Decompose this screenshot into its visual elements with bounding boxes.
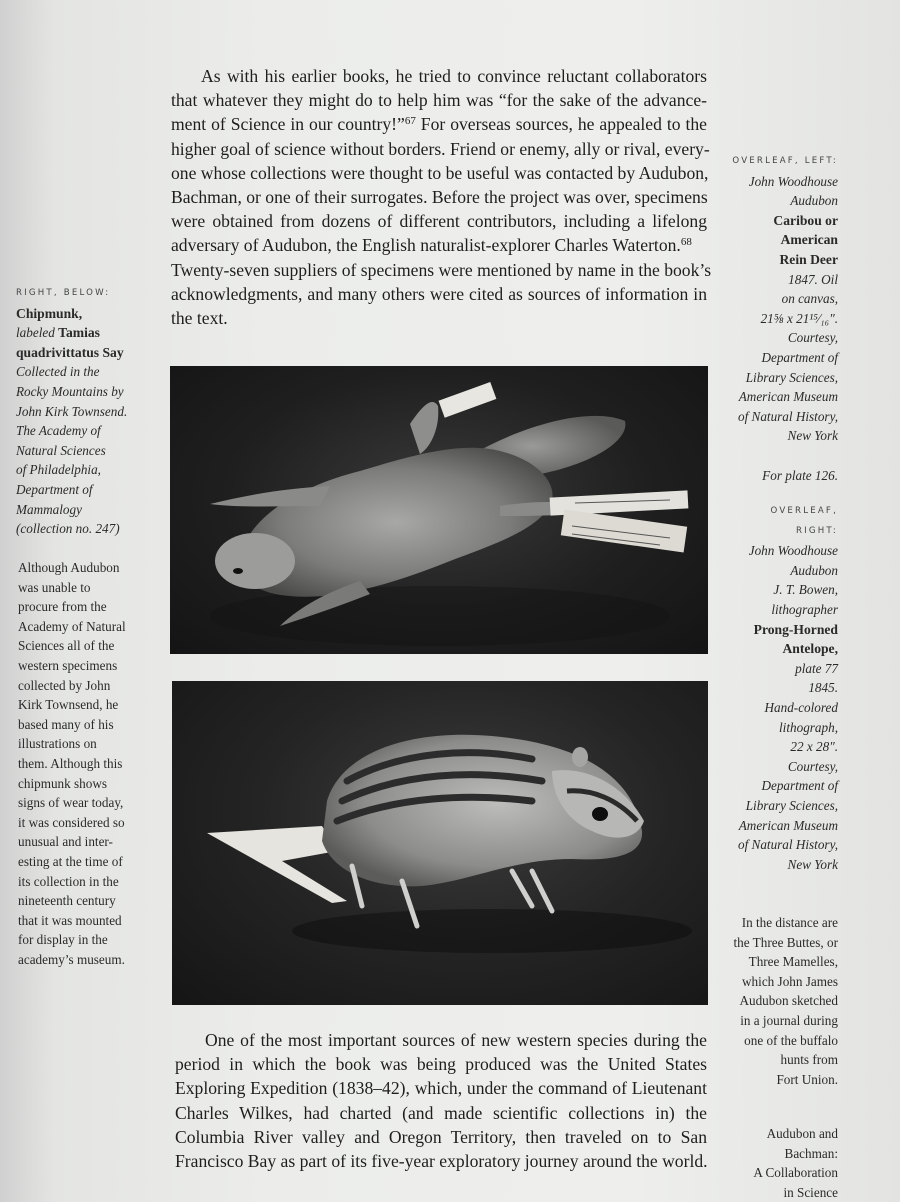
- caption-plate-ref: For plate 126.: [762, 467, 838, 483]
- caption-title: Caribou or: [773, 212, 838, 228]
- body-line: higher goal of science without borders. Friend or enemy, ally or rival, every-: [171, 138, 710, 159]
- body-line: As with his earlier books, he tried to convince reluctant collaborators: [201, 66, 707, 86]
- caption-line: (collection no. 247): [16, 521, 120, 537]
- caption-note-line: Sciences all of the: [18, 638, 115, 654]
- caption-line: Rocky Mountains by: [16, 383, 124, 399]
- caption-spacer: [688, 446, 838, 466]
- caption-detail: American Museum: [738, 389, 838, 405]
- caption-title: Prong-Horned: [753, 621, 838, 637]
- caption-detail: Department of: [761, 349, 838, 365]
- body-line: Columbia River valley and Oregon Territory, then traveled on to San: [175, 1126, 707, 1147]
- caption-title: Chipmunk,: [16, 305, 83, 321]
- left-caption-note: [18, 558, 158, 969]
- caption-line: The Academy of: [16, 423, 101, 439]
- chipmunk-specimen-photo: [172, 681, 708, 1005]
- distance-note: [688, 913, 838, 1089]
- caption-line: Mammalogy: [16, 501, 82, 517]
- caption-label: RIGHT, BELOW:: [16, 288, 111, 298]
- caption-label: RIGHT:: [795, 525, 838, 536]
- caption-detail: on canvas,: [781, 291, 838, 307]
- caption-note-line: signs of wear today,: [18, 795, 124, 811]
- squirrel-specimen-photo: [170, 366, 708, 654]
- caption-detail: Courtesy,: [787, 330, 838, 346]
- body-line: One of the most important sources of new western species during the: [205, 1030, 707, 1050]
- running-title: [688, 1124, 838, 1202]
- distance-note-line: which John James: [742, 973, 838, 989]
- running-title-line: Audubon and: [766, 1126, 838, 1141]
- overleaf-left-caption: [688, 152, 838, 485]
- caption-label: OVERLEAF,: [770, 506, 838, 516]
- squirrel-specimen-illustration: [170, 366, 708, 654]
- caption-labeled-name: Tamias: [58, 325, 100, 341]
- body-line: one whose collections were thought to be useful was contacted by Audubon,: [171, 162, 709, 183]
- body-line: Bachman, or one of their surrogates. Before the project was over, specimens: [171, 187, 708, 208]
- caption-description: [16, 362, 156, 538]
- caption-detail: Department of: [761, 778, 838, 794]
- caption-detail: Hand-colored: [764, 699, 838, 715]
- caption-artist: John Woodhouse: [748, 173, 838, 189]
- caption-line: Natural Sciences: [16, 442, 106, 458]
- caption-detail: of Natural History,: [737, 408, 838, 424]
- caption-note-line: was unable to: [18, 579, 91, 595]
- body-line: Exploring Expedition (1838–42), which, under the command of Lieutenant: [175, 1078, 707, 1099]
- caption-artist: J. T. Bowen,: [773, 582, 838, 598]
- main-paragraph-2: [175, 1028, 707, 1173]
- caption-note-line: procure from the: [18, 599, 107, 615]
- main-paragraph-1: [171, 64, 712, 330]
- caption-detail: 21⅝ x 21¹⁵⁄₁₆″.: [760, 310, 838, 326]
- caption-line: John Kirk Townsend.: [16, 403, 128, 419]
- caption-note-line: Although Audubon: [18, 560, 120, 575]
- caption-note-line: it was considered so: [18, 814, 125, 830]
- distance-note-line: Audubon sketched: [739, 993, 838, 1009]
- caption-detail: Library Sciences,: [745, 797, 838, 813]
- caption-line: Department of: [16, 481, 93, 497]
- caption-note-line: based many of his: [18, 716, 114, 732]
- caption-species: quadrivittatus Say: [16, 344, 124, 360]
- caption-note-line: that it was mounted: [18, 912, 122, 928]
- caption-artist: Audubon: [790, 562, 838, 578]
- caption-labeled-word: labeled: [16, 325, 55, 341]
- caption-detail: lithograph,: [779, 719, 838, 735]
- distance-note-line: In the distance are: [741, 915, 838, 930]
- caption-detail: 22 x 28″.: [790, 739, 838, 755]
- caption-detail: New York: [787, 428, 838, 444]
- caption-note-line: western specimens: [18, 657, 118, 673]
- left-caption: [16, 284, 156, 539]
- body-line: period in which the book was being produced was the United States: [175, 1054, 707, 1075]
- footnote-ref: 67: [404, 115, 416, 128]
- caption-artist: John Woodhouse: [748, 543, 838, 559]
- caption-artist: lithographer: [771, 601, 838, 617]
- body-line: were obtained from dozens of different contributors, including a lifelong: [171, 211, 707, 232]
- caption-note-line: collected by John: [18, 677, 111, 693]
- running-title-line: in Science: [783, 1184, 838, 1200]
- body-line: adversary of Audubon, the English naturalist-explorer Charles Waterton.$^{68}$: [171, 235, 692, 256]
- caption-line: Collected in the: [16, 364, 100, 380]
- caption-note-line: Kirk Townsend, he: [18, 697, 119, 713]
- caption-detail: 1845.: [808, 680, 838, 696]
- caption-note-line: nineteenth century: [18, 893, 116, 909]
- body-line: the text.: [171, 308, 228, 329]
- caption-detail: plate 77: [795, 660, 838, 676]
- caption-detail: of Natural History,: [737, 837, 838, 853]
- footnote-ref: 68: [680, 236, 692, 249]
- body-line: acknowledgments, and many others were cited as sources of information in: [171, 283, 707, 304]
- distance-note-line: hunts from: [780, 1052, 838, 1068]
- caption-detail: New York: [787, 856, 838, 872]
- body-line: Francisco Bay as part of its five-year exploratory journey around the world.: [175, 1151, 708, 1172]
- caption-note-line: its collection in the: [18, 873, 119, 889]
- distance-note-line: Three Mamelles,: [748, 954, 838, 970]
- caption-note-line: esting at the time of: [18, 853, 123, 869]
- running-title-line: A Collaboration: [753, 1165, 838, 1181]
- caption-note-line: academy’s museum.: [18, 951, 125, 967]
- overleaf-right-caption: [688, 502, 838, 874]
- body-line: ment of Science in our country!”$^{67}$ For overseas sources, he appealed to the: [171, 114, 707, 135]
- caption-line: of Philadelphia,: [16, 462, 101, 478]
- distance-note-line: Fort Union.: [776, 1071, 838, 1087]
- running-title-line: Bachman:: [784, 1145, 838, 1161]
- caption-label: OVERLEAF, LEFT:: [732, 156, 838, 166]
- distance-note-line: in a journal during: [740, 1012, 838, 1028]
- caption-note-line: illustrations on: [18, 736, 97, 752]
- body-line: Twenty-seven suppliers of specimens were mentioned by name in the book’s: [171, 259, 712, 280]
- caption-note-line: them. Although this: [18, 755, 123, 771]
- caption-detail: 1847. Oil: [788, 271, 838, 287]
- body-line: that whatever they might do to help him was “for the sake of the advance-: [171, 90, 707, 111]
- caption-detail: Courtesy,: [787, 758, 838, 774]
- chipmunk-specimen-illustration: [172, 681, 708, 1005]
- caption-note-line: Academy of Natural: [18, 618, 126, 634]
- caption-note-line: chipmunk shows: [18, 775, 108, 791]
- caption-detail: American Museum: [738, 817, 838, 833]
- caption-title: American: [780, 232, 838, 248]
- body-line: Charles Wilkes, had charted (and made scientific collections in) the: [175, 1102, 707, 1123]
- caption-title: Antelope,: [782, 641, 838, 657]
- caption-title: Rein Deer: [779, 251, 838, 267]
- caption-detail: Library Sciences,: [745, 369, 838, 385]
- caption-note-line: unusual and inter-: [18, 834, 113, 850]
- caption-artist: Audubon: [790, 193, 838, 209]
- distance-note-line: the Three Buttes, or: [733, 934, 838, 950]
- distance-note-line: one of the buffalo: [744, 1032, 838, 1048]
- caption-note-line: for display in the: [18, 932, 108, 948]
